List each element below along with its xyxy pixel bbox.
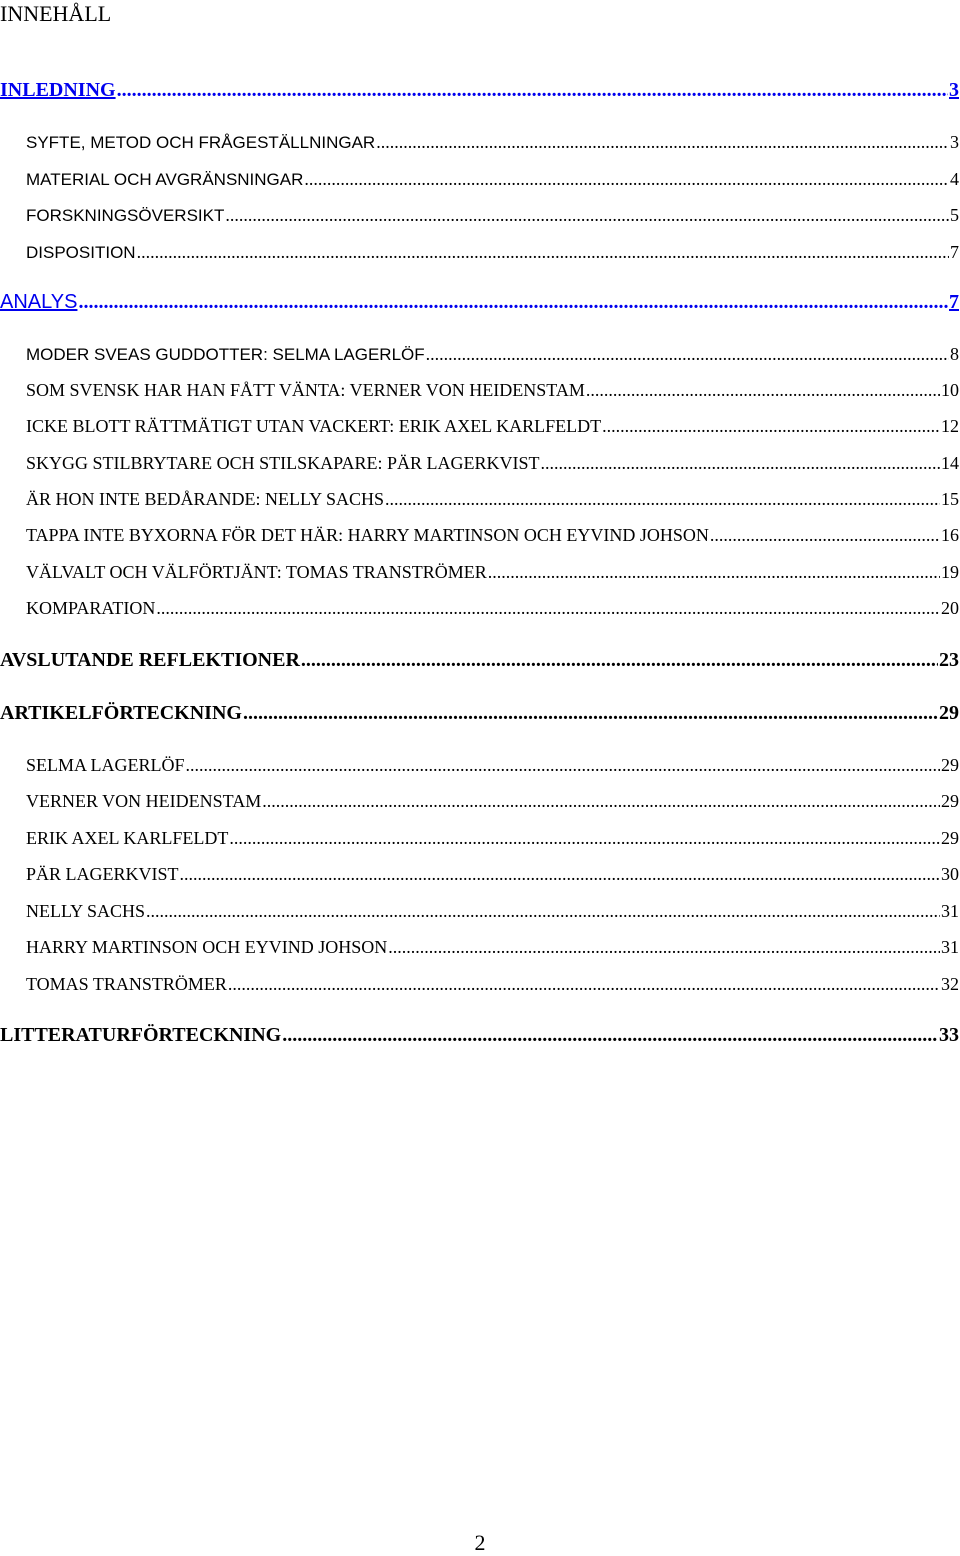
toc-dot-leader <box>137 240 949 264</box>
toc-entry-komparation[interactable] <box>26 596 959 620</box>
toc-entry-page: 20 <box>941 598 959 618</box>
toc-entry-material[interactable] <box>26 167 959 191</box>
page-title: INNEHÅLL <box>0 1 112 26</box>
toc-entry-title: MATERIAL OCH AVGRÄNSNINGAR <box>26 170 304 189</box>
toc-entry-syfte[interactable] <box>26 130 959 154</box>
toc-entry-page: 29 <box>941 791 959 811</box>
toc-dot-leader <box>586 378 940 402</box>
toc-entry-lagerlof[interactable] <box>26 342 959 366</box>
toc-dot-leader <box>225 203 949 227</box>
toc-entry-karlfeldt[interactable] <box>26 414 959 438</box>
toc-entry-title: ANALYS <box>0 291 78 313</box>
toc-entry-title: INLEDNING <box>0 79 116 101</box>
toc-dot-leader <box>146 899 940 923</box>
toc-dot-leader <box>117 76 948 104</box>
toc-entry-page: 3 <box>950 132 959 152</box>
toc-entry-forskningsoversikt[interactable] <box>26 203 959 227</box>
toc-entry-page: 29 <box>941 755 959 775</box>
page-number: 2 <box>474 1530 486 1555</box>
toc-entry-title: HARRY MARTINSON OCH EYVIND JOHSON <box>26 937 388 957</box>
toc-entry-page: 14 <box>941 453 959 473</box>
toc-entry-article-heidenstam[interactable] <box>26 789 959 813</box>
toc-entry-title: MODER SVEAS GUDDOTTER: SELMA LAGERLÖF <box>26 345 425 364</box>
toc-entry-martinson-johnson[interactable] <box>26 523 959 547</box>
toc-dot-leader <box>602 414 940 438</box>
toc-entry-article-lagerlof[interactable] <box>26 753 959 777</box>
toc-entry-page: 10 <box>941 380 959 400</box>
toc-entry-title: SKYGG STILBRYTARE OCH STILSKAPARE: PÄR LAGERKVIST <box>26 453 540 473</box>
toc-entry-litteraturforteckning[interactable] <box>0 1021 959 1049</box>
toc-entry-page: 29 <box>939 702 959 724</box>
toc-entry-page: 31 <box>941 937 959 957</box>
toc-entry-title: SYFTE, METOD OCH FRÅGESTÄLLNINGAR <box>26 133 376 152</box>
toc-dot-leader <box>229 826 940 850</box>
toc-entry-title: LITTERATURFÖRTECKNING <box>0 1024 282 1046</box>
toc-entry-transtromer[interactable] <box>26 560 959 584</box>
toc-entry-page: 15 <box>941 489 959 509</box>
toc-dot-leader <box>228 972 940 996</box>
toc-entry-article-martinson-johnson[interactable] <box>26 935 959 959</box>
toc-entry-article-karlfeldt[interactable] <box>26 826 959 850</box>
toc-dot-leader <box>488 560 940 584</box>
toc-entry-article-transtromer[interactable] <box>26 972 959 996</box>
toc-dot-leader <box>388 935 940 959</box>
toc-dot-leader <box>262 789 940 813</box>
toc-entry-title: ÄR HON INTE BEDÅRANDE: NELLY SACHS <box>26 489 385 509</box>
toc-entry-page: 7 <box>950 242 959 262</box>
toc-entry-title: SELMA LAGERLÖF <box>26 755 185 775</box>
toc-entry-page: 7 <box>949 291 959 313</box>
toc-entry-page: 23 <box>939 649 959 671</box>
toc-entry-title: FORSKNINGSÖVERSIKT <box>26 206 225 225</box>
toc-entry-page: 16 <box>941 525 959 545</box>
toc-dot-leader <box>186 753 940 777</box>
toc-entry-lagerkvist[interactable] <box>26 451 959 475</box>
toc-entry-title: AVSLUTANDE REFLEKTIONER <box>0 649 300 671</box>
toc-entry-page: 12 <box>941 416 959 436</box>
toc-entry-page: 29 <box>941 828 959 848</box>
toc-dot-leader <box>710 523 940 547</box>
toc-dot-leader <box>376 130 949 154</box>
toc-entry-title: KOMPARATION <box>26 598 156 618</box>
toc-entry-page: 31 <box>941 901 959 921</box>
toc-entry-page: 32 <box>941 974 959 994</box>
toc-entry-disposition[interactable] <box>26 240 959 264</box>
toc-entry-page: 5 <box>950 205 959 225</box>
toc-entry-title: DISPOSITION <box>26 243 136 262</box>
toc-entry-heidenstam[interactable] <box>26 378 959 402</box>
toc-entry-title: SOM SVENSK HAR HAN FÅTT VÄNTA: VERNER VON HEIDENSTAM <box>26 380 585 400</box>
toc-entry-artikelforteckning[interactable] <box>0 699 959 727</box>
toc-entry-title: ICKE BLOTT RÄTTMÄTIGT UTAN VACKERT: ERIK AXEL KARLFELDT <box>26 416 602 436</box>
toc-dot-leader <box>180 862 940 886</box>
toc-dot-leader <box>426 342 949 366</box>
toc-entry-title: ARTIKELFÖRTECKNING <box>0 702 242 724</box>
toc-dot-leader <box>282 1021 938 1049</box>
toc-entry-inledning[interactable] <box>0 76 959 104</box>
toc-dot-leader <box>78 288 948 316</box>
toc-entry-page: 19 <box>941 562 959 582</box>
toc-entry-sachs[interactable] <box>26 487 959 511</box>
toc-entry-title: TOMAS TRANSTRÖMER <box>26 974 227 994</box>
toc-entry-analys[interactable] <box>0 288 959 316</box>
toc-entry-title: VÄLVALT OCH VÄLFÖRTJÄNT: TOMAS TRANSTRÖMER <box>26 562 487 582</box>
toc-dot-leader <box>243 699 938 727</box>
toc-entry-page: 4 <box>950 169 959 189</box>
toc-entry-title: PÄR LAGERKVIST <box>26 864 179 884</box>
toc-entry-title: TAPPA INTE BYXORNA FÖR DET HÄR: HARRY MARTINSON OCH EYVIND JOHSON <box>26 525 709 545</box>
toc-entry-title: NELLY SACHS <box>26 901 146 921</box>
toc-entry-page: 33 <box>939 1024 959 1046</box>
toc-entry-page: 8 <box>950 344 959 364</box>
toc-dot-leader <box>156 596 940 620</box>
toc-dot-leader <box>301 646 938 674</box>
toc-entry-title: ERIK AXEL KARLFELDT <box>26 828 229 848</box>
toc-entry-page: 30 <box>941 864 959 884</box>
toc-entry-title: VERNER VON HEIDENSTAM <box>26 791 262 811</box>
toc-dot-leader <box>304 167 949 191</box>
toc-entry-page: 3 <box>949 79 959 101</box>
toc-entry-article-lagerkvist[interactable] <box>26 862 959 886</box>
toc-entry-article-sachs[interactable] <box>26 899 959 923</box>
toc-dot-leader <box>385 487 940 511</box>
toc-dot-leader <box>540 451 940 475</box>
toc-entry-avslutande-reflektioner[interactable] <box>0 646 959 674</box>
